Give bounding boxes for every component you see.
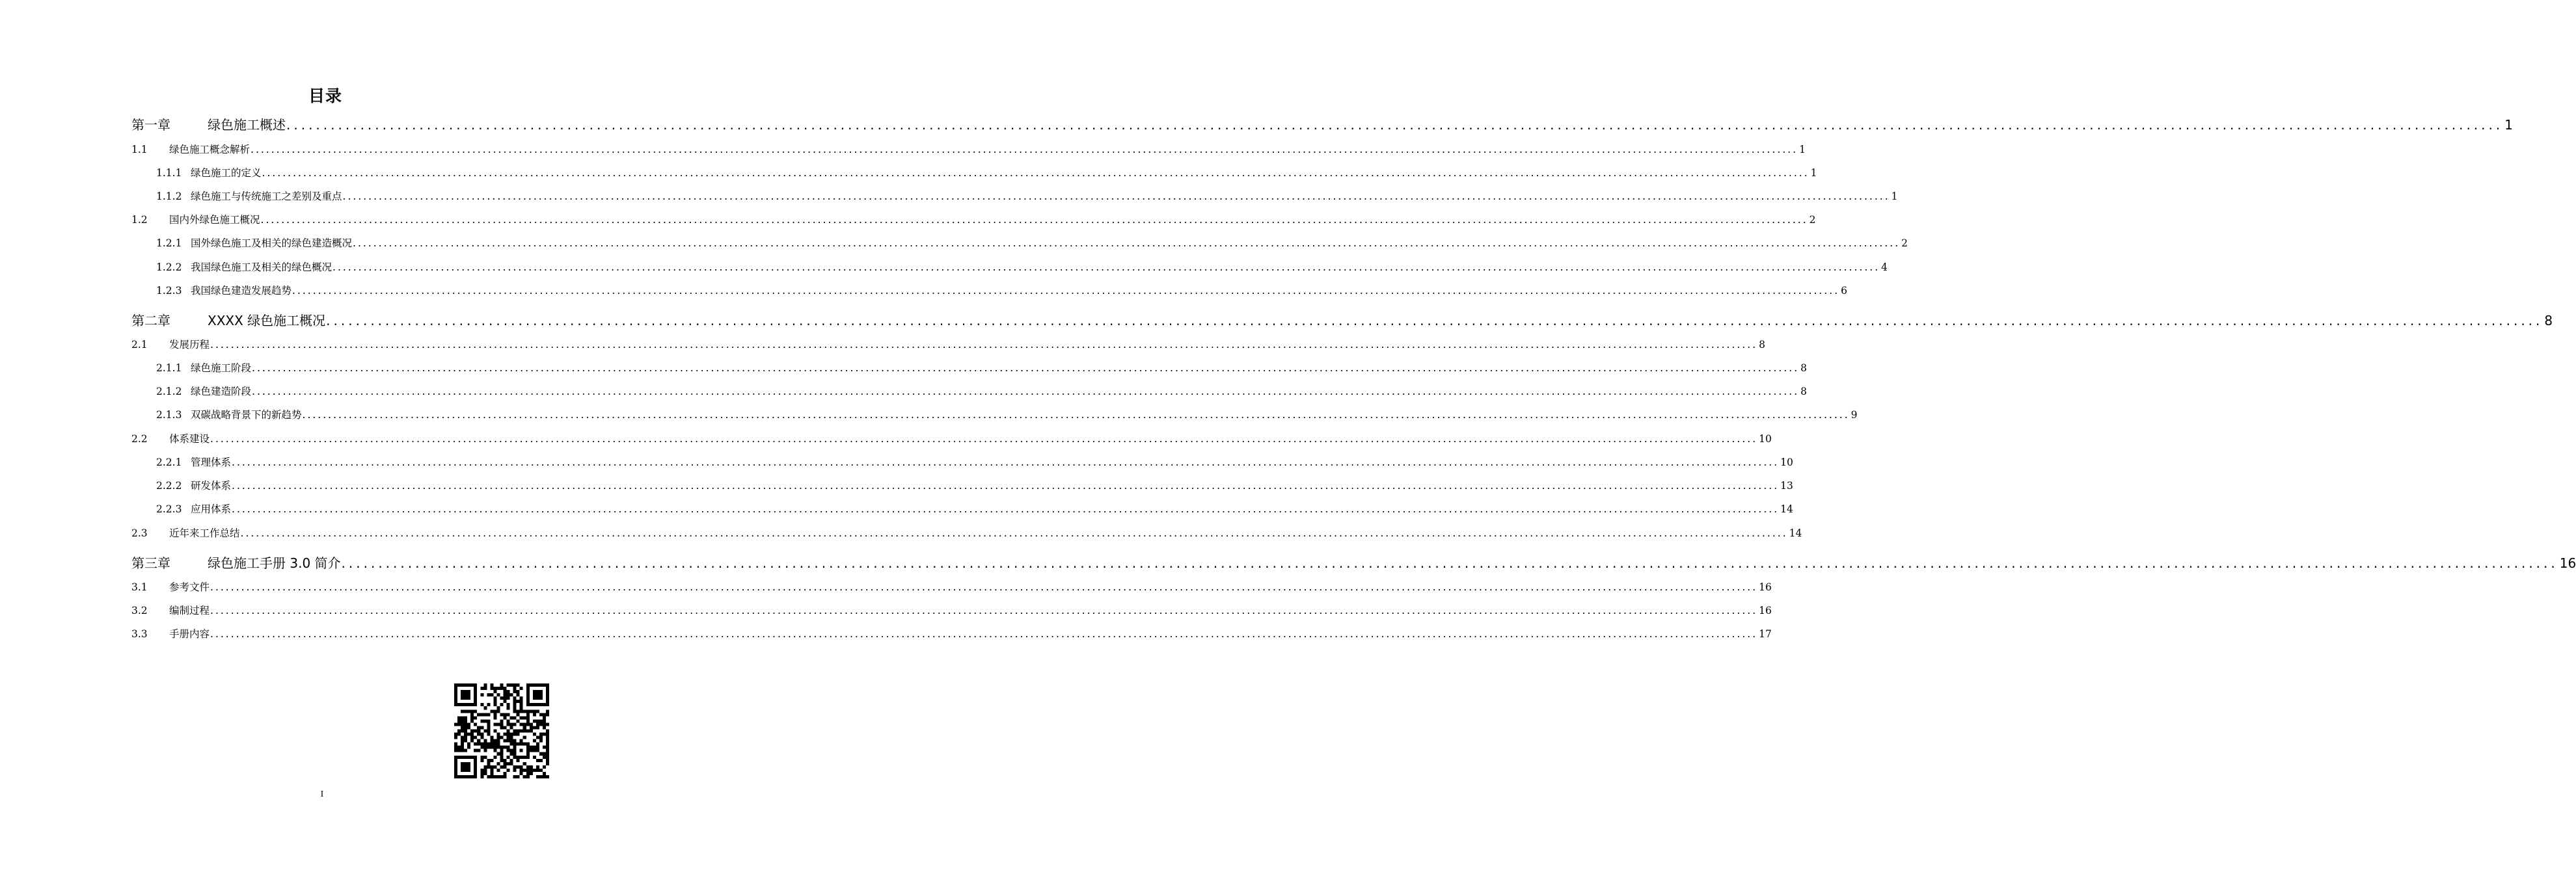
toc-entry-number: 1.2.2 [156, 261, 182, 273]
toc-entry-title: 参考文件 [169, 581, 210, 593]
toc-entry-title: 近年来工作总结 [169, 527, 240, 539]
toc-entry-page: 16 [1759, 605, 1772, 616]
toc-entry-number: 2.2 [131, 433, 148, 445]
toc-entry-title: 国内外绿色施工概况 [169, 214, 260, 226]
toc-entry-title: 体系建设 [169, 433, 210, 445]
toc-entry-page: 6 [1841, 285, 1847, 297]
toc-entry-title: 双碳战略背景下的新趋势 [191, 409, 302, 421]
toc-entry-page: 2 [1809, 214, 1816, 226]
toc-entry-page: 8 [1759, 339, 1765, 351]
toc-entry-number: 1.1.2 [156, 191, 182, 202]
toc-entry-page: 8 [1800, 386, 1807, 397]
toc-dot-leader: ............................................................................................................................................................................................................................................................................................................ [302, 409, 1850, 421]
toc-entry-number: 3.1 [131, 581, 148, 593]
toc-dot-leader: ............................................................................................................................................................................................................................................................................................................ [210, 339, 1758, 351]
toc-dot-leader: ............................................................................................................................................................................................................................................................................................................ [286, 117, 2504, 133]
toc-dot-leader: ............................................................................................................................................................................................................................................................................................................ [232, 457, 1780, 468]
toc-section-entry[interactable] [131, 212, 1816, 226]
toc-section-entry[interactable] [131, 142, 1806, 156]
toc-dot-leader: ............................................................................................................................................................................................................................................................................................................ [342, 191, 1890, 202]
toc-entry-title: XXXX 绿色施工概况 [208, 313, 326, 328]
toc-entry-title: 国外绿色施工及相关的绿色建造概况 [191, 237, 353, 249]
toc-entry-page: 2 [1901, 237, 1908, 249]
toc-entry-page: 1 [2504, 117, 2513, 133]
toc-subsection-entry[interactable] [156, 501, 1793, 516]
toc-subsection-entry[interactable] [156, 455, 1793, 469]
toc-entry-title: 发展历程 [169, 339, 210, 351]
toc-entry-title: 手册内容 [169, 628, 210, 640]
toc-entry-number: 第一章 [131, 117, 170, 133]
toc-entry-number: 第二章 [131, 313, 170, 328]
toc-entry-number: 2.2.2 [156, 480, 182, 492]
footer-page-number: I [320, 789, 324, 799]
toc-entry-page: 1 [1810, 167, 1817, 179]
toc-entry-title: 我国绿色施工及相关的绿色概况 [191, 261, 332, 273]
toc-entry-title: 管理体系 [191, 457, 232, 468]
toc-subsection-entry[interactable] [156, 165, 1817, 179]
toc-entry-number: 2.2.1 [156, 457, 182, 468]
toc-chapter-entry[interactable] [131, 553, 2576, 572]
toc-dot-leader: ............................................................................................................................................................................................................................................................................................................ [292, 285, 1840, 297]
toc-entry-title: 绿色施工概念解析 [169, 144, 251, 155]
toc-subsection-entry[interactable] [156, 259, 1888, 274]
toc-entry-title: 绿色施工阶段 [191, 362, 252, 374]
toc-entry-title: 绿色施工概述 [208, 117, 286, 133]
toc-entry-number: 3.2 [131, 605, 148, 616]
toc-dot-leader: ............................................................................................................................................................................................................................................................................................................ [210, 433, 1758, 445]
toc-entry-number: 1.1.1 [156, 167, 182, 179]
toc-dot-leader: ............................................................................................................................................................................................................................................................................................................ [252, 386, 1800, 397]
toc-entry-title: 绿色施工手册 3.0 简介 [208, 555, 341, 571]
toc-entry-title: 研发体系 [191, 480, 232, 492]
toc-section-entry[interactable] [131, 626, 1772, 641]
toc-dot-leader: ............................................................................................................................................................................................................................................................................................................ [262, 167, 1810, 179]
toc-entry-number: 1.2.1 [156, 237, 182, 249]
toc-subsection-entry[interactable] [156, 478, 1793, 492]
toc-dot-leader: ............................................................................................................................................................................................................................................................................................................ [240, 527, 1788, 539]
toc-entry-page: 1 [1891, 191, 1898, 202]
toc-entry-page: 8 [2544, 313, 2553, 328]
toc-entry-title: 绿色建造阶段 [191, 386, 252, 397]
toc-dot-leader: ............................................................................................................................................................................................................................................................................................................ [232, 503, 1780, 515]
toc-entry-page: 16 [1759, 581, 1772, 593]
toc-section-entry[interactable] [131, 431, 1772, 445]
toc-subsection-entry[interactable] [156, 360, 1807, 375]
toc-chapter-entry[interactable] [131, 310, 2553, 329]
toc-entry-number: 3.3 [131, 628, 148, 640]
toc-entry-number: 2.3 [131, 527, 148, 539]
toc-dot-leader: ............................................................................................................................................................................................................................................................................................................ [353, 237, 1901, 249]
toc-entry-page: 17 [1759, 628, 1772, 640]
toc-entry-number: 2.2.3 [156, 503, 182, 515]
toc-entry-page: 10 [1780, 457, 1793, 468]
toc-entry-number: 第三章 [131, 555, 170, 571]
toc-entry-page: 4 [1881, 261, 1888, 273]
toc-entry-page: 13 [1780, 480, 1793, 492]
toc-section-entry[interactable] [131, 579, 1772, 594]
toc-entry-page: 1 [1799, 144, 1806, 155]
toc-section-entry[interactable] [131, 603, 1772, 617]
toc-entry-number: 1.2.3 [156, 285, 182, 297]
toc-dot-leader: ............................................................................................................................................................................................................................................................................................................ [210, 628, 1758, 640]
toc-entry-number: 2.1 [131, 339, 148, 351]
toc-entry-number: 2.1.2 [156, 386, 182, 397]
toc-subsection-entry[interactable] [156, 384, 1807, 398]
toc-dot-leader: ............................................................................................................................................................................................................................................................................................................ [260, 214, 1808, 226]
toc-entry-page: 14 [1780, 503, 1793, 515]
toc-subsection-entry[interactable] [156, 189, 1898, 203]
toc-dot-leader: ............................................................................................................................................................................................................................................................................................................ [232, 480, 1780, 492]
toc-entry-title: 绿色施工与传统施工之差别及重点 [191, 191, 342, 202]
toc-entry-number: 2.1.1 [156, 362, 182, 374]
toc-entry-page: 9 [1851, 409, 1858, 421]
toc-entry-page: 16 [2559, 555, 2576, 571]
toc-title: 目录 [308, 86, 342, 105]
toc-subsection-entry[interactable] [156, 407, 1858, 421]
toc-dot-leader: ............................................................................................................................................................................................................................................................................................................ [210, 605, 1758, 616]
toc-entry-title: 绿色施工的定义 [191, 167, 262, 179]
toc-entry-number: 2.1.3 [156, 409, 182, 421]
toc-entry-number: 1.1 [131, 144, 148, 155]
qr-code-icon [454, 683, 549, 778]
toc-section-entry[interactable] [131, 337, 1765, 351]
toc-dot-leader: ............................................................................................................................................................................................................................................................................................................ [210, 581, 1758, 593]
toc-entry-page: 10 [1759, 433, 1772, 445]
toc-entry-title: 应用体系 [191, 503, 232, 515]
toc-dot-leader: ............................................................................................................................................................................................................................................................................................................ [326, 313, 2543, 328]
toc-dot-leader: ............................................................................................................................................................................................................................................................................................................ [252, 362, 1800, 374]
toc-subsection-entry[interactable] [156, 283, 1847, 297]
toc-subsection-entry[interactable] [156, 235, 1908, 250]
toc-chapter-entry[interactable] [131, 114, 2513, 133]
toc-entry-number: 1.2 [131, 214, 148, 226]
toc-section-entry[interactable] [131, 525, 1802, 540]
toc-dot-leader: ............................................................................................................................................................................................................................................................................................................ [251, 144, 1798, 155]
toc-dot-leader: ............................................................................................................................................................................................................................................................................................................ [341, 555, 2558, 571]
toc-dot-leader: ............................................................................................................................................................................................................................................................................................................ [332, 261, 1880, 273]
toc-entry-title: 编制过程 [169, 605, 210, 616]
toc-entry-title: 我国绿色建造发展趋势 [191, 285, 292, 297]
toc-entry-page: 8 [1800, 362, 1807, 374]
toc-entry-page: 14 [1789, 527, 1802, 539]
